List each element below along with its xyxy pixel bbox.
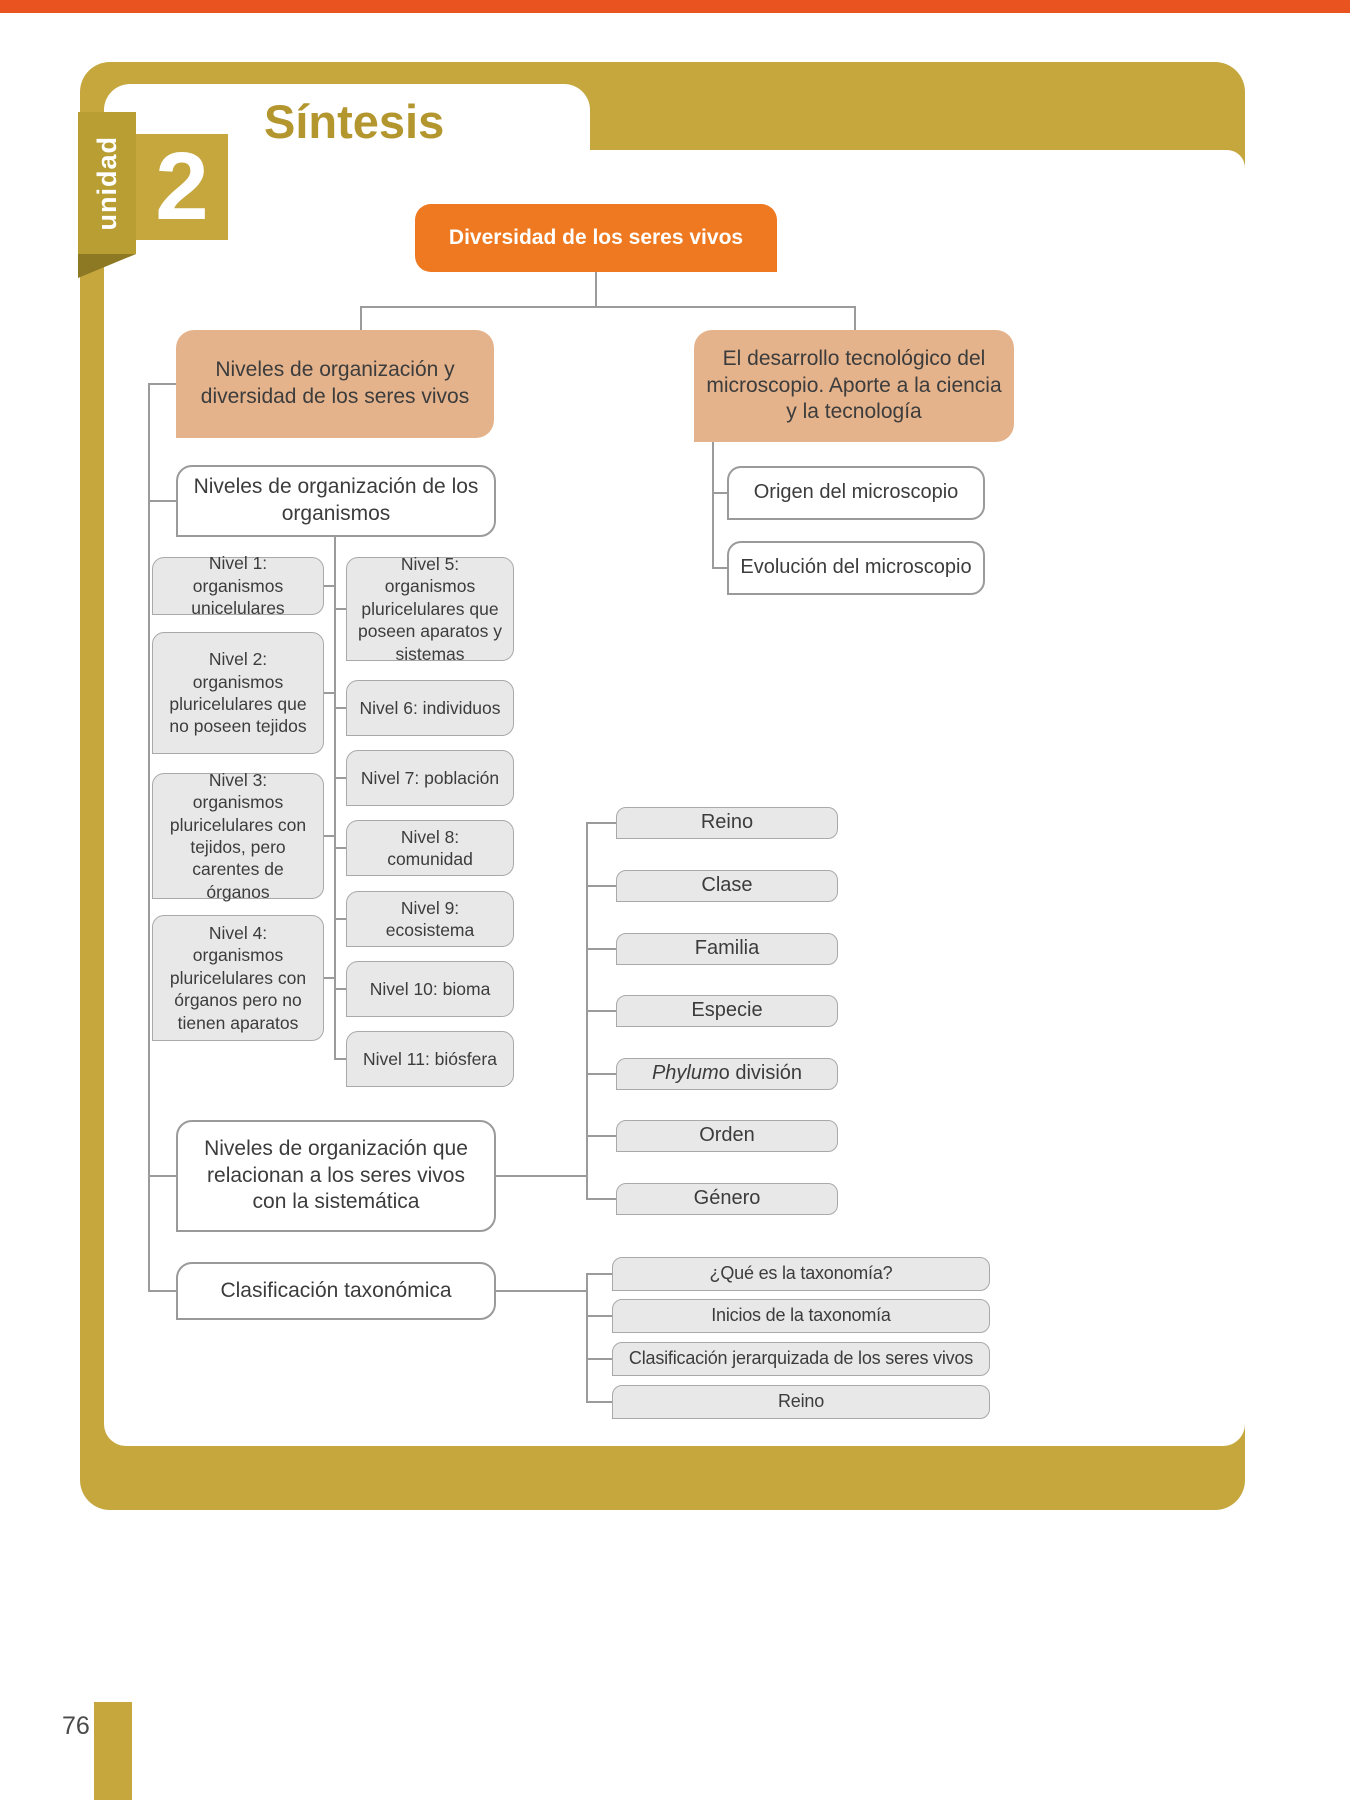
node-nivel-6: Nivel 6: individuos — [346, 680, 514, 736]
node-familia: Familia — [616, 933, 838, 965]
connector-line — [334, 608, 346, 610]
connector-line — [334, 918, 346, 920]
connector-line — [334, 847, 346, 849]
node-nivel-2: Nivel 2: organismos pluricelulares que no poseen tejidos — [152, 632, 324, 754]
connector-line — [334, 988, 346, 990]
node-nivel-5: Nivel 5: organismos pluricelulares que poseen aparatos y sistemas — [346, 557, 514, 661]
root-node: Diversidad de los seres vivos — [415, 204, 777, 272]
branch-niveles-node: Niveles de organización y diversidad de los seres vivos — [176, 330, 494, 438]
node-nivel-10: Nivel 10: bioma — [346, 961, 514, 1017]
node-clasificacion-jerarquizada: Clasificación jerarquizada de los seres vivos — [612, 1342, 990, 1376]
node-inicios-taxonomia: Inicios de la taxonomía — [612, 1299, 990, 1333]
connector-line — [854, 306, 856, 332]
node-nivel-8: Nivel 8: comunidad — [346, 820, 514, 876]
unit-number: 2 — [136, 134, 228, 240]
connector-line — [712, 492, 727, 494]
node-nivel-4: Nivel 4: organismos pluricelulares con órganos pero no tienen aparatos — [152, 915, 324, 1041]
node-nivel-1: Nivel 1: organismos unicelulares — [152, 557, 324, 615]
connector-line — [334, 707, 346, 709]
node-nivel-7: Nivel 7: población — [346, 750, 514, 806]
connector-line — [586, 1010, 616, 1012]
connector-line — [324, 835, 334, 837]
connector-line — [712, 442, 714, 569]
node-phylum — [616, 1058, 838, 1090]
unit-label-text: unidad — [91, 135, 122, 231]
connector-line — [334, 777, 346, 779]
connector-line — [324, 585, 334, 587]
node-que-es-taxonomia: ¿Qué es la taxonomía? — [612, 1257, 990, 1291]
branch-microscopio-node: El desarrollo tecnológico del microscopio. Aporte a la ciencia y la tecnología — [694, 330, 1014, 442]
connector-line — [148, 1290, 176, 1292]
node-clase: Clase — [616, 870, 838, 902]
node-especie: Especie — [616, 995, 838, 1027]
connector-line — [496, 1175, 586, 1177]
node-nivel-3: Nivel 3: organismos pluricelulares con tejidos, pero carentes de órganos — [152, 773, 324, 899]
connector-line — [148, 383, 150, 1292]
phylum-rest-text: o división — [718, 1062, 803, 1085]
connector-line — [148, 383, 176, 385]
node-reino: Reino — [616, 807, 838, 839]
node-nivel-11: Nivel 11: biósfera — [346, 1031, 514, 1087]
connector-line — [586, 1135, 616, 1137]
node-nivel-9: Nivel 9: ecosistema — [346, 891, 514, 947]
connector-line — [324, 977, 334, 979]
connector-line — [586, 1273, 588, 1403]
node-genero: Género — [616, 1183, 838, 1215]
node-clasificacion-taxonomica: Clasificación taxonómica — [176, 1262, 496, 1320]
connector-line — [586, 822, 616, 824]
connector-line — [712, 567, 727, 569]
connector-line — [360, 306, 362, 332]
connector-line — [324, 692, 334, 694]
phylum-italic-text: Phylum — [651, 1062, 719, 1085]
page-number-block — [94, 1702, 132, 1800]
node-orden: Orden — [616, 1120, 838, 1152]
connector-line — [586, 1198, 616, 1200]
node-niveles-organismos: Niveles de organización de los organismos — [176, 465, 496, 537]
connector-line — [586, 948, 616, 950]
unit-tab-fold — [78, 254, 136, 278]
node-reino-2: Reino — [612, 1385, 990, 1419]
connector-line — [586, 885, 616, 887]
connector-line — [334, 1058, 346, 1060]
unit-label-tab — [78, 112, 136, 254]
node-origen-microscopio: Origen del microscopio — [727, 466, 985, 520]
connector-line — [586, 1073, 616, 1075]
connector-line — [595, 272, 597, 308]
page-number: 76 — [62, 1712, 90, 1740]
page-title: Síntesis — [264, 95, 445, 148]
node-niveles-sistematica: Niveles de organización que relacionan a los seres vivos con la sistemática — [176, 1120, 496, 1232]
top-accent-bar — [0, 0, 1350, 13]
connector-line — [496, 1290, 586, 1292]
connector-line — [360, 306, 856, 308]
connector-line — [148, 1175, 176, 1177]
connector-line — [148, 500, 176, 502]
node-evolucion-microscopio: Evolución del microscopio — [727, 541, 985, 595]
connector-line — [334, 537, 336, 1060]
